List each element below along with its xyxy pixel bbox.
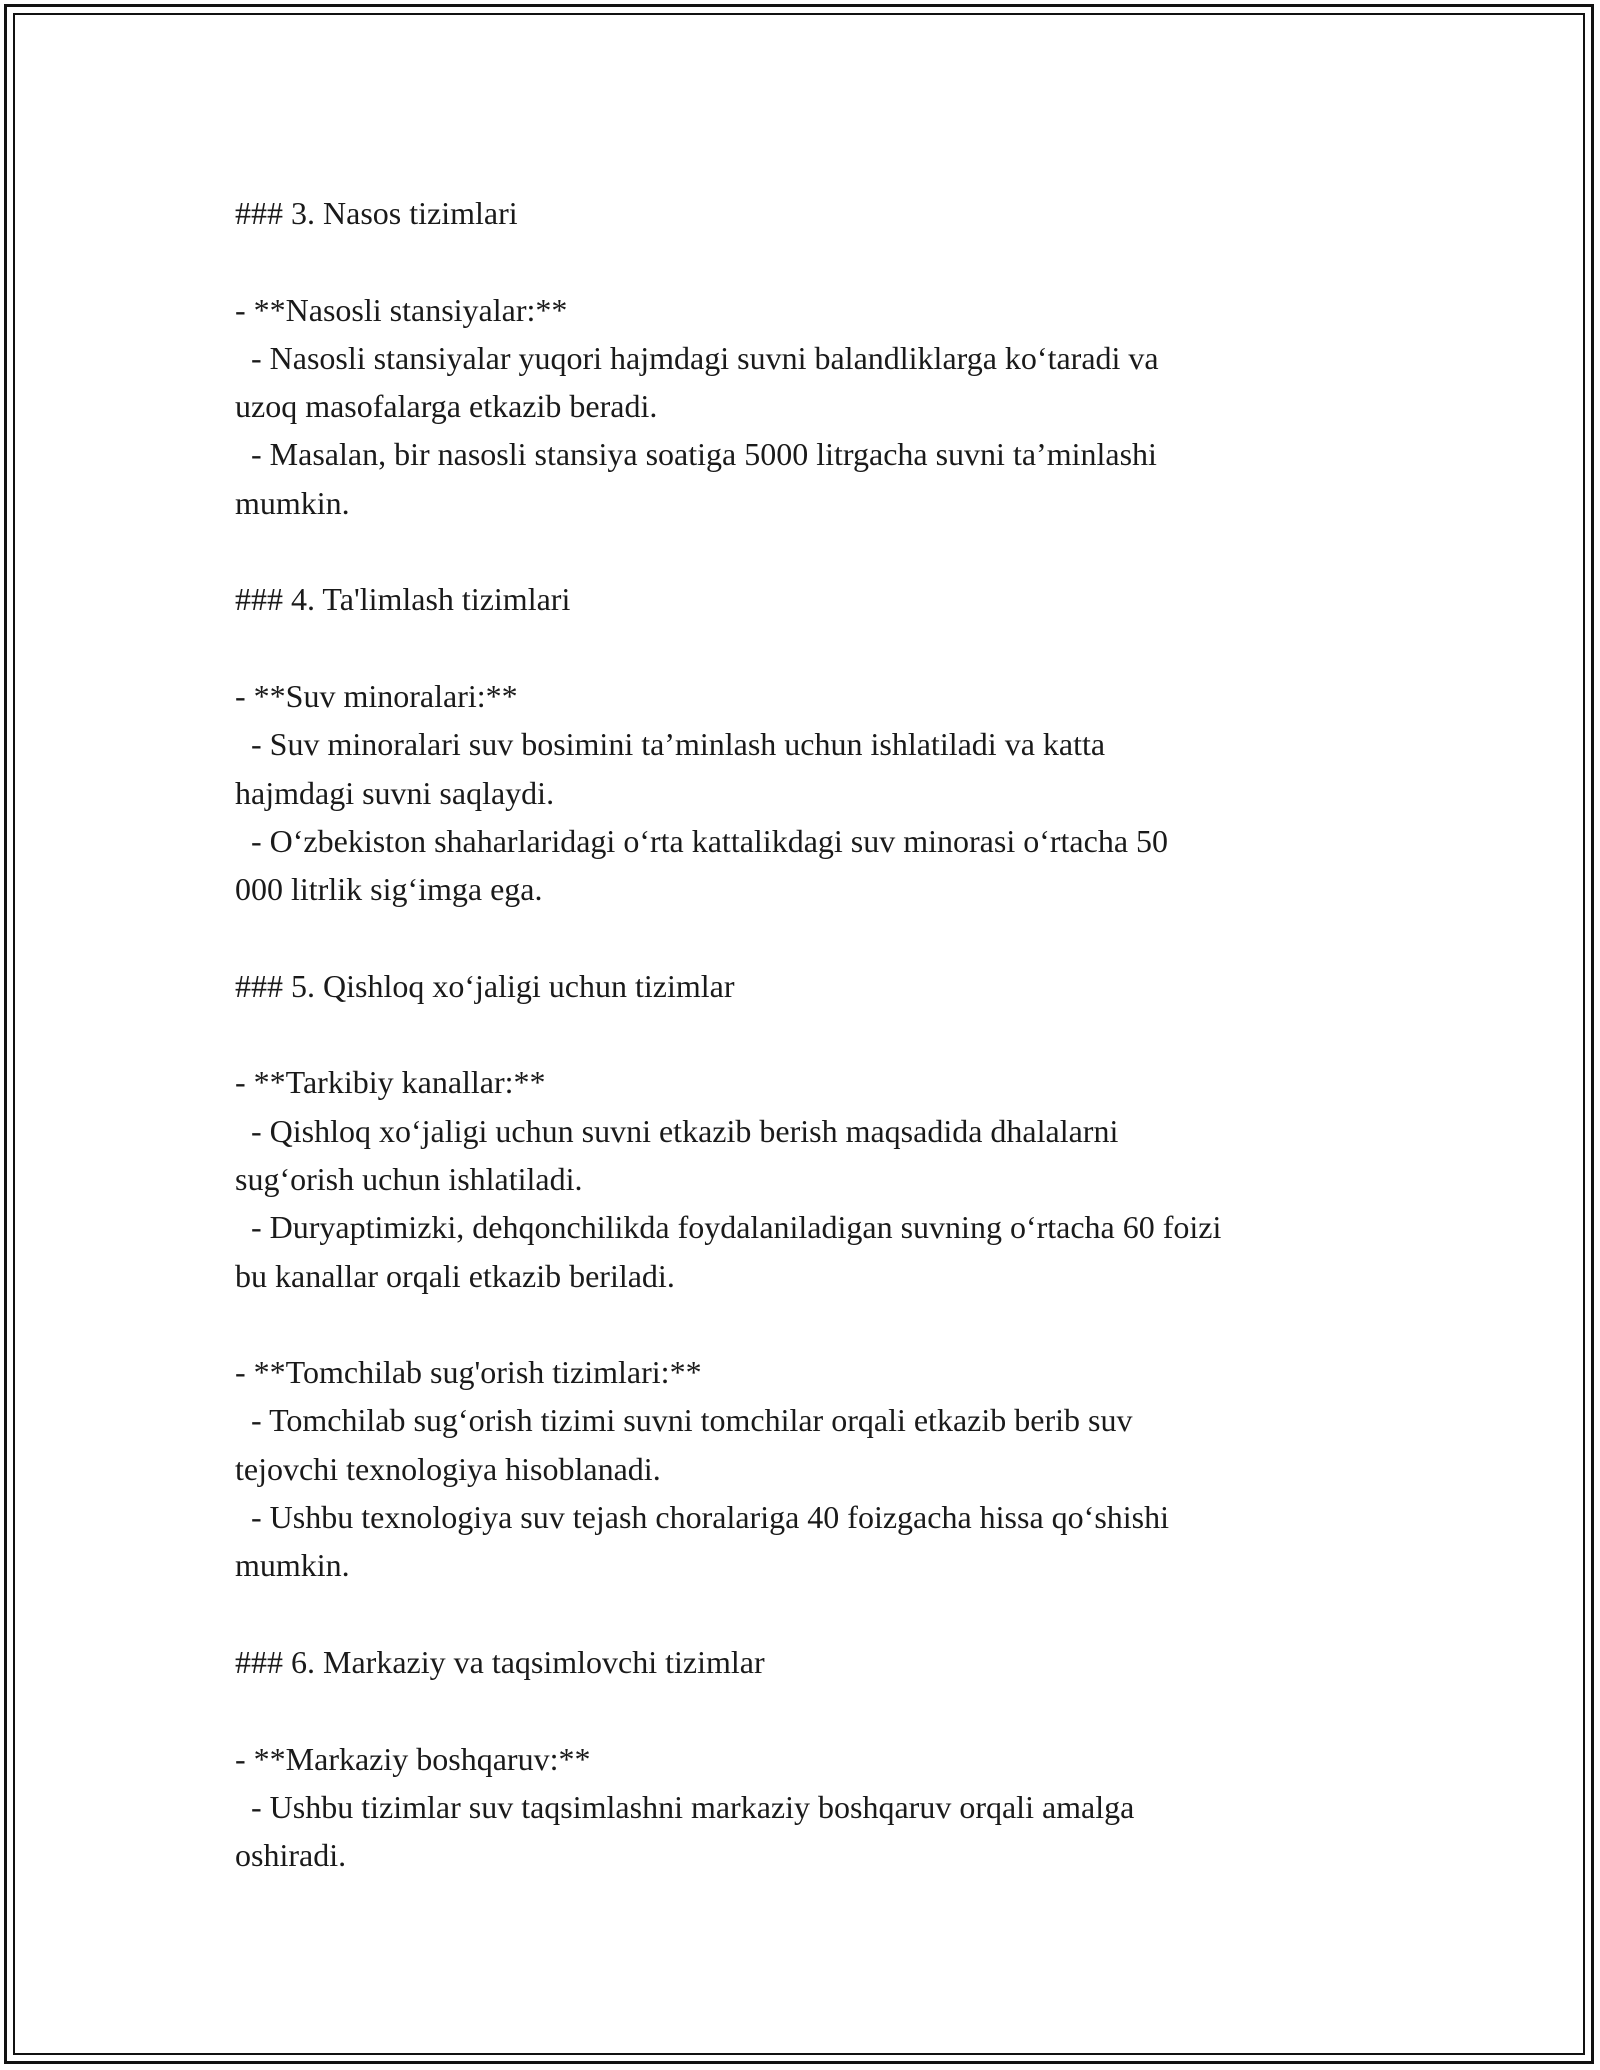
text-line: 000 litrlik sig‘imga ega.	[235, 871, 543, 908]
text-line: - Duryaptimizki, dehqonchilikda foydalaniladigan suvning o‘rtacha 60 foizi	[235, 1209, 1222, 1246]
group-title-suv-minoralari: - **Suv minoralari:**	[235, 677, 518, 714]
text-line: mumkin.	[235, 484, 350, 521]
text-line: - Masalan, bir nasosli stansiya soatiga 5000 litrgacha suvni ta’minlashi	[235, 436, 1157, 473]
text-line: bu kanallar orqali etkazib beriladi.	[235, 1257, 675, 1294]
section-heading-6: ### 6. Markaziy va taqsimlovchi tizimlar	[235, 1643, 765, 1680]
text-line: oshiradi.	[235, 1837, 347, 1874]
group-title-markaziy-boshqaruv: - **Markaziy boshqaruv:**	[235, 1740, 591, 1777]
text-line: - Ushbu texnologiya suv tejash choralariga 40 foizgacha hissa qo‘shishi	[235, 1499, 1169, 1536]
text-line: - O‘zbekiston shaharlaridagi o‘rta kattalikdagi suv minorasi o‘rtacha 50	[235, 822, 1169, 859]
group-title-tarkibiy-kanallar: - **Tarkibiy kanallar:**	[235, 1064, 546, 1101]
text-line: tejovchi texnologiya hisoblanadi.	[235, 1450, 661, 1487]
text-line: - Tomchilab sug‘orish tizimi suvni tomchilar orqali etkazib berib suv	[235, 1402, 1133, 1439]
text-line: - Ushbu tizimlar suv taqsimlashni markaziy boshqaruv orqali amalga	[235, 1788, 1135, 1825]
group-title-nasosli-stansiyalar: - **Nasosli stansiyalar:**	[235, 291, 568, 328]
section-heading-4: ### 4. Ta'limlash tizimlari	[235, 581, 571, 618]
group-title-tomchilab-sugorish: - **Tomchilab sug'orish tizimlari:**	[235, 1354, 702, 1391]
text-line: hajmdagi suvni saqlaydi.	[235, 774, 555, 811]
document-body	[235, 189, 1375, 1879]
text-line: uzoq masofalarga etkazib beradi.	[235, 388, 658, 425]
text-line: - Suv minoralari suv bosimini ta’minlash uchun ishlatiladi va katta	[235, 726, 1106, 763]
text-line: mumkin.	[235, 1547, 350, 1584]
section-heading-3: ### 3. Nasos tizimlari	[235, 195, 518, 231]
text-line: - Qishloq xo‘jaligi uchun suvni etkazib berish maqsadida dhalalarni	[235, 1112, 1119, 1149]
section-heading-5: ### 5. Qishloq xo‘jaligi uchun tizimlar	[235, 967, 735, 1004]
text-line: - Nasosli stansiyalar yuqori hajmdagi suvni balandliklarga ko‘taradi va	[235, 339, 1159, 376]
text-line: sug‘orish uchun ishlatiladi.	[235, 1160, 583, 1197]
